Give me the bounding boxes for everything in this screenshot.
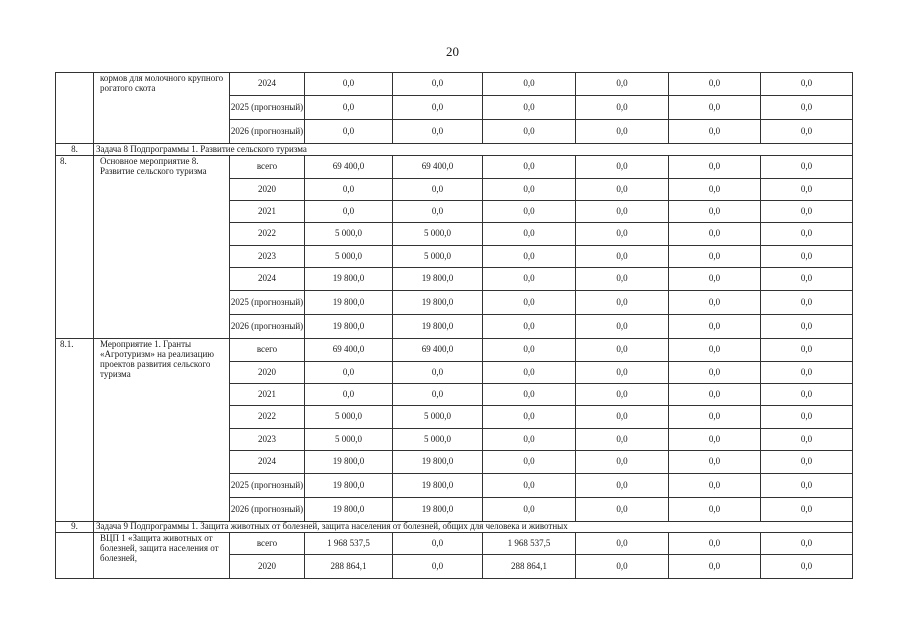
value-cell: 0,0 [483, 474, 576, 498]
value-cell: 0,0 [483, 406, 576, 429]
value-cell: 0,0 [483, 201, 576, 223]
activity-name-cell: кормов для молочного крупного рогатого скота [94, 73, 230, 144]
activity-name-cell: ВЦП 1 «Защита животных от болезней, защита населения от болезней, [94, 533, 230, 579]
value-cell: 0,0 [576, 429, 669, 451]
year-cell: 2025 (прогнозный) [230, 96, 305, 120]
value-cell: 0,0 [576, 268, 669, 291]
year-cell: 2021 [230, 201, 305, 223]
value-cell: 0,0 [483, 339, 576, 362]
value-cell: 0,0 [576, 339, 669, 362]
value-cell: 0,0 [669, 384, 761, 406]
value-cell: 0,0 [761, 96, 853, 120]
value-cell: 0,0 [393, 384, 483, 406]
value-cell: 0,0 [576, 315, 669, 339]
year-cell: 2022 [230, 406, 305, 429]
value-cell: 69 400,0 [305, 156, 393, 179]
value-cell: 0,0 [761, 223, 853, 246]
value-cell: 0,0 [669, 339, 761, 362]
value-cell: 0,0 [393, 555, 483, 579]
year-cell: 2026 (прогнозный) [230, 315, 305, 339]
value-cell: 0,0 [576, 156, 669, 179]
value-cell: 0,0 [483, 451, 576, 474]
value-cell: 0,0 [483, 73, 576, 96]
value-cell: 0,0 [305, 96, 393, 120]
year-cell: 2024 [230, 451, 305, 474]
value-cell: 0,0 [761, 474, 853, 498]
year-cell: 2020 [230, 179, 305, 201]
value-cell: 19 800,0 [393, 268, 483, 291]
value-cell: 0,0 [761, 339, 853, 362]
value-cell: 0,0 [761, 362, 853, 384]
row-number-cell: 8.1. [56, 339, 94, 522]
value-cell: 19 800,0 [393, 315, 483, 339]
value-cell: 0,0 [669, 179, 761, 201]
value-cell: 0,0 [761, 384, 853, 406]
value-cell: 0,0 [669, 268, 761, 291]
value-cell: 0,0 [393, 73, 483, 96]
value-cell: 0,0 [483, 384, 576, 406]
value-cell: 0,0 [761, 156, 853, 179]
value-cell: 5 000,0 [393, 429, 483, 451]
value-cell: 0,0 [576, 73, 669, 96]
value-cell: 0,0 [483, 429, 576, 451]
task-row [56, 144, 853, 156]
value-cell: 0,0 [483, 246, 576, 268]
value-cell: 0,0 [393, 120, 483, 144]
year-cell: 2025 (прогнозный) [230, 291, 305, 315]
value-cell: 0,0 [669, 429, 761, 451]
value-cell: 5 000,0 [305, 429, 393, 451]
value-cell: 0,0 [483, 291, 576, 315]
value-cell: 0,0 [669, 223, 761, 246]
value-cell: 0,0 [305, 362, 393, 384]
value-cell: 0,0 [669, 362, 761, 384]
value-cell: 0,0 [669, 120, 761, 144]
value-cell: 0,0 [576, 179, 669, 201]
year-cell: 2026 (прогнозный) [230, 120, 305, 144]
value-cell: 0,0 [669, 498, 761, 522]
value-cell: 19 800,0 [305, 498, 393, 522]
value-cell: 0,0 [761, 406, 853, 429]
value-cell: 5 000,0 [393, 246, 483, 268]
value-cell: 0,0 [761, 533, 853, 555]
value-cell: 0,0 [761, 73, 853, 96]
value-cell: 0,0 [576, 362, 669, 384]
value-cell: 0,0 [669, 474, 761, 498]
value-cell: 0,0 [761, 315, 853, 339]
value-cell: 0,0 [761, 201, 853, 223]
value-cell: 19 800,0 [393, 498, 483, 522]
value-cell: 0,0 [576, 474, 669, 498]
value-cell: 0,0 [669, 291, 761, 315]
task-number-cell: 8. [56, 144, 94, 156]
value-cell: 0,0 [669, 555, 761, 579]
page-number: 20 [446, 44, 459, 59]
value-cell: 0,0 [669, 315, 761, 339]
value-cell: 0,0 [669, 451, 761, 474]
value-cell: 288 864,1 [305, 555, 393, 579]
value-cell: 0,0 [305, 179, 393, 201]
value-cell: 0,0 [483, 498, 576, 522]
value-cell: 0,0 [305, 73, 393, 96]
value-cell: 0,0 [761, 268, 853, 291]
table-row [56, 73, 853, 96]
year-cell: 2021 [230, 384, 305, 406]
task-title-cell: Задача 9 Подпрограммы 1. Защита животных от болезней, защита населения от болезней, общих для человека и животных [94, 522, 853, 533]
value-cell: 0,0 [669, 533, 761, 555]
value-cell: 0,0 [576, 533, 669, 555]
value-cell: 19 800,0 [305, 315, 393, 339]
value-cell: 0,0 [576, 384, 669, 406]
year-cell: 2026 (прогнозный) [230, 498, 305, 522]
value-cell: 0,0 [305, 384, 393, 406]
year-cell: 2020 [230, 362, 305, 384]
value-cell: 0,0 [761, 451, 853, 474]
value-cell: 288 864,1 [483, 555, 576, 579]
value-cell: 0,0 [761, 179, 853, 201]
value-cell: 19 800,0 [393, 291, 483, 315]
value-cell: 0,0 [576, 96, 669, 120]
value-cell: 0,0 [483, 223, 576, 246]
value-cell: 0,0 [669, 201, 761, 223]
value-cell: 0,0 [305, 201, 393, 223]
value-cell: 0,0 [669, 406, 761, 429]
value-cell: 0,0 [669, 73, 761, 96]
value-cell: 0,0 [761, 291, 853, 315]
value-cell: 0,0 [761, 246, 853, 268]
year-cell: всего [230, 156, 305, 179]
value-cell: 0,0 [576, 120, 669, 144]
value-cell: 0,0 [483, 362, 576, 384]
value-cell: 0,0 [669, 96, 761, 120]
value-cell: 0,0 [305, 120, 393, 144]
year-cell: 2024 [230, 73, 305, 96]
value-cell: 5 000,0 [305, 223, 393, 246]
value-cell: 0,0 [483, 179, 576, 201]
value-cell: 0,0 [576, 246, 669, 268]
table-row [56, 533, 853, 555]
value-cell: 19 800,0 [305, 268, 393, 291]
value-cell: 0,0 [576, 223, 669, 246]
value-cell: 69 400,0 [393, 339, 483, 362]
value-cell: 19 800,0 [393, 451, 483, 474]
row-number-cell [56, 73, 94, 144]
value-cell: 0,0 [393, 362, 483, 384]
year-cell: 2025 (прогнозный) [230, 474, 305, 498]
value-cell: 19 800,0 [393, 474, 483, 498]
value-cell: 0,0 [483, 96, 576, 120]
year-cell: 2023 [230, 429, 305, 451]
value-cell: 5 000,0 [393, 406, 483, 429]
value-cell: 0,0 [761, 498, 853, 522]
value-cell: 0,0 [761, 120, 853, 144]
year-cell: 2023 [230, 246, 305, 268]
budget-table [55, 72, 853, 579]
value-cell: 0,0 [576, 555, 669, 579]
value-cell: 0,0 [761, 429, 853, 451]
value-cell: 69 400,0 [305, 339, 393, 362]
value-cell: 0,0 [393, 533, 483, 555]
value-cell: 19 800,0 [305, 291, 393, 315]
value-cell: 0,0 [576, 406, 669, 429]
value-cell: 19 800,0 [305, 451, 393, 474]
year-cell: всего [230, 533, 305, 555]
value-cell: 0,0 [576, 498, 669, 522]
value-cell: 0,0 [576, 201, 669, 223]
value-cell: 0,0 [669, 156, 761, 179]
value-cell: 0,0 [576, 451, 669, 474]
value-cell: 5 000,0 [305, 406, 393, 429]
value-cell: 69 400,0 [393, 156, 483, 179]
activity-name-cell: Основное мероприятие 8. Развитие сельского туризма [94, 156, 230, 339]
row-number-cell: 8. [56, 156, 94, 339]
value-cell: 0,0 [393, 201, 483, 223]
value-cell: 1 968 537,5 [305, 533, 393, 555]
year-cell: всего [230, 339, 305, 362]
value-cell: 5 000,0 [305, 246, 393, 268]
value-cell: 19 800,0 [305, 474, 393, 498]
value-cell: 0,0 [483, 315, 576, 339]
year-cell: 2022 [230, 223, 305, 246]
year-cell: 2024 [230, 268, 305, 291]
table-row [56, 339, 853, 362]
value-cell: 5 000,0 [393, 223, 483, 246]
task-title-cell: Задача 8 Подпрограммы 1. Развитие сельского туризма [94, 144, 853, 156]
year-cell: 2020 [230, 555, 305, 579]
value-cell: 0,0 [576, 291, 669, 315]
activity-name-cell: Мероприятие 1. Гранты «Агротуризм» на реализацию проектов развития сельского туризма [94, 339, 230, 522]
value-cell: 1 968 537,5 [483, 533, 576, 555]
value-cell: 0,0 [393, 96, 483, 120]
row-number-cell [56, 533, 94, 579]
value-cell: 0,0 [483, 120, 576, 144]
value-cell: 0,0 [393, 179, 483, 201]
table-row [56, 156, 853, 179]
value-cell: 0,0 [669, 246, 761, 268]
value-cell: 0,0 [483, 156, 576, 179]
value-cell: 0,0 [483, 268, 576, 291]
task-row [56, 522, 853, 533]
task-number-cell: 9. [56, 522, 94, 533]
value-cell: 0,0 [761, 555, 853, 579]
